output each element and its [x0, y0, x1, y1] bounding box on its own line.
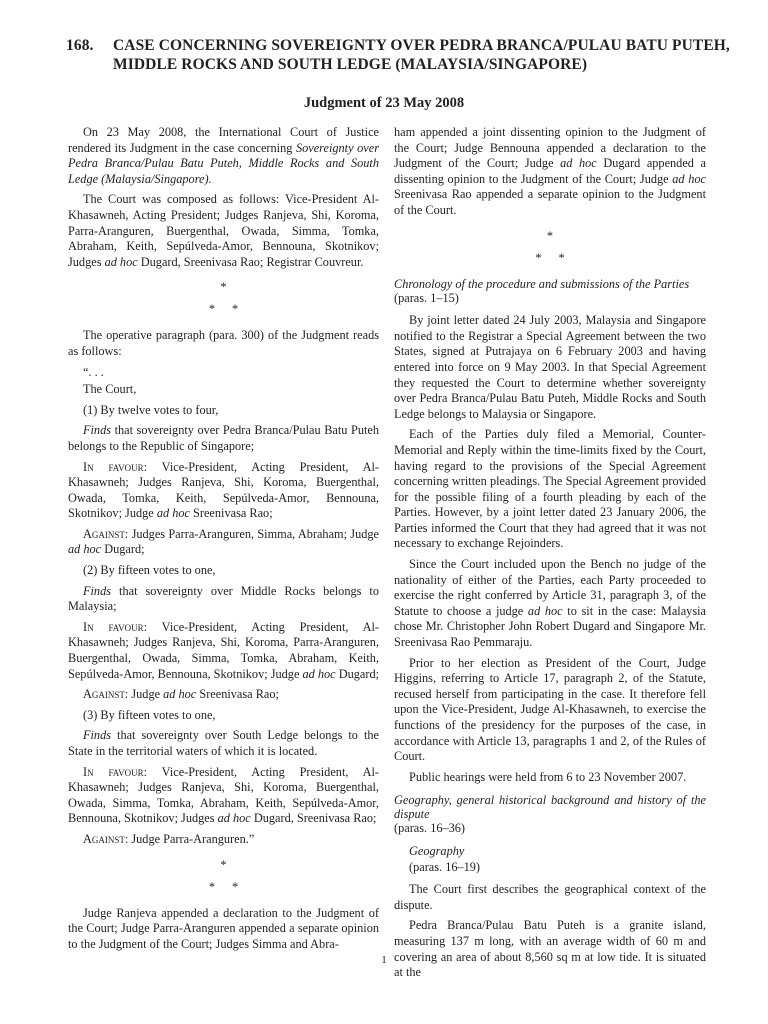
section-heading: Chronology of the procedure and submissions of the Parties — [394, 276, 690, 291]
vote-heading: (1) By twelve votes to four, — [83, 402, 219, 417]
case-title — [113, 36, 733, 74]
case-number: 168. — [66, 37, 94, 54]
paragraph: By joint letter dated 24 July 2003, Malaysia and Singapore notified to the Registrar a Special Agreement between the two States, signed at Putrajaya on 6 February 2003 and having entered into force on 9 May 2003. In that Special Agreement they requested the Court to determine whether sovereignty over Pedra Branca/Pulau Batu Puteh, Middle Rocks and South Ledge belongs to Malaysia or Singapore. — [394, 313, 706, 421]
subsection-heading: Geography — [409, 843, 465, 858]
quote-open: “. . . — [83, 364, 104, 379]
right-column — [394, 125, 706, 986]
page-number: 1 — [381, 954, 387, 966]
section-paragraph-range: (paras. 16–36) — [394, 821, 466, 836]
vote-in-favour: In favour: Vice-President, Acting President, Al-Khasawneh; Judges Ranjeva, Shi, Koroma, Buergenthal, Owada, Simma, Tomka, Abraham, Keith, Sepúlveda-Amor, Bennouna, Skotnikov; Judges ad hoc Dugard, Sreenivasa Rao; — [68, 764, 379, 826]
section-separator: * * * — [535, 228, 565, 265]
paragraph: Prior to her election as President of the Court, Judge Higgins, referring to Article 17, paragraph 2, of the Statute, recused herself from participating in the case. It therefore fell upon the Vice-President, Judge Al-Khasawneh, to exercise the functions of the presidency for the purposes of the case, in accordance with Article 13, paragraphs 1 and 2, of the Rules of Court. — [394, 655, 706, 764]
case-title-line-1: CASE CONCERNING SOVEREIGNTY OVER PEDRA BRANCA/PULAU BATU PUTEH, — [113, 37, 730, 54]
paragraph: On 23 May 2008, the International Court of Justice rendered its Judgment in the case concerning Sovereignty over Pedra Branca/Pulau Batu Puteh, Middle Rocks and South Ledge (Malaysia/Singapore). — [68, 125, 379, 186]
vote-against: Against: Judge Parra-Aranguren.” — [83, 831, 255, 846]
finding: Finds that sovereignty over Middle Rocks belongs to Malaysia; — [68, 583, 379, 614]
paragraph: The Court was composed as follows: Vice-President Al-Khasawneh, Acting President; Judges Ranjeva, Shi, Koroma, Parra-Aranguren, Buergenthal, Owada, Simma, Tomka, Abraham, Keith, Sepúlveda-Amor, Bennouna, Skotnikov; Judges ad hoc Dugard, Sreenivasa Rao; Registrar Couvreur. — [68, 192, 379, 269]
vote-heading: (3) By fifteen votes to one, — [83, 707, 216, 722]
vote-in-favour: In favour: Vice-President, Acting President, Al-Khasawneh; Judges Ranjeva, Shi, Koroma, Parra-Aranguren, Buergenthal, Owada, Simma, Tomka, Abraham, Keith, Sepúlveda-Amor, Bennouna, Skotnikov; Judge ad hoc Dugard; — [68, 619, 380, 681]
vote-heading: (2) By fifteen votes to one, — [83, 563, 216, 578]
vote-in-favour: In favour: Vice-President, Acting President, Al-Khasawneh; Judges Ranjeva, Shi, Koroma, Buergenthal, Owada, Tomka, Keith, Sepúlveda-Amor, Bennouna, Skotnikov; Judge ad hoc Sreenivasa Rao; — [68, 459, 379, 521]
section-separator: * * * — [208, 857, 239, 894]
section-separator: * * * — [208, 280, 239, 317]
paragraph: Pedra Branca/Pulau Batu Puteh is a granite island, measuring 137 m long, with an average width of 60 m and covering an area of about 8,560 sq m at low tide. It is situated at the — [394, 918, 706, 980]
paragraph: The operative paragraph (para. 300) of the Judgment reads as follows: — [68, 328, 379, 358]
left-column — [68, 125, 379, 957]
vote-against: Against: Judges Parra-Aranguren, Simma, Abraham; Judge ad hoc Dugard; — [68, 526, 379, 557]
judgment-date: Judgment of 23 May 2008 — [303, 95, 465, 111]
subsection-paragraph-range: (paras. 16–19) — [409, 859, 481, 874]
paragraph: The Court first describes the geographical context of the dispute. — [394, 882, 706, 912]
finding: Finds that sovereignty over Pedra Branca/Pulau Batu Puteh belongs to the Republic of Singapore; — [68, 423, 379, 453]
finding: Finds that sovereignty over South Ledge belongs to the State in the territorial waters of which it is located. — [68, 728, 379, 758]
section-paragraph-range: (paras. 1–15) — [394, 290, 459, 305]
paragraph: Judge Ranjeva appended a declaration to the Judgment of the Court; Judge Parra-Aranguren appended a separate opinion to the Judgment of the Court; Judges Simma and Abra- — [68, 905, 379, 951]
vote-against: Against: Judge ad hoc Sreenivasa Rao; — [83, 687, 279, 702]
paragraph: Since the Court included upon the Bench no judge of the nationality of either of the Parties, each Party proceeded to exercise the right conferred by Article 31, paragraph 3, of the Statute to choose a judge ad hoc to sit in the case: Malaysia chose Mr. Christopher John Robert Dugard and Singapore Mr. Sreenivasa Rao Pemmaraju. — [394, 557, 706, 650]
paragraph: Public hearings were held from 6 to 23 November 2007. — [409, 769, 687, 784]
paragraph: Each of the Parties duly filed a Memorial, Counter-Memorial and Reply within the time-limits fixed by the Court, having regard to the provisions of the Special Agreement concerning written pleadings. The Special Agreement provided for the possible filing of a fourth pleading by each of the Parties. However, by a joint letter dated 23 January 2006, the Parties informed the Court that they had agreed that it was not necessary to exchange Rejoinders. — [394, 427, 706, 551]
paragraph: The Court, — [83, 382, 137, 397]
case-title-line-2: MIDDLE ROCKS AND SOUTH LEDGE (MALAYSIA/SINGAPORE) — [113, 56, 588, 73]
section-heading: Geography, general historical background and history of the dispute — [394, 793, 706, 822]
paragraph: ham appended a joint dissenting opinion to the Judgment of the Court; Judge Bennouna appended a declaration to the Judgment of the Court; Judge ad hoc Dugard appended a dissenting opinion to the Judgment of the Court; Judge ad hoc Sreenivasa Rao appended a separate opinion to the Judgment of the Court. — [394, 125, 706, 217]
